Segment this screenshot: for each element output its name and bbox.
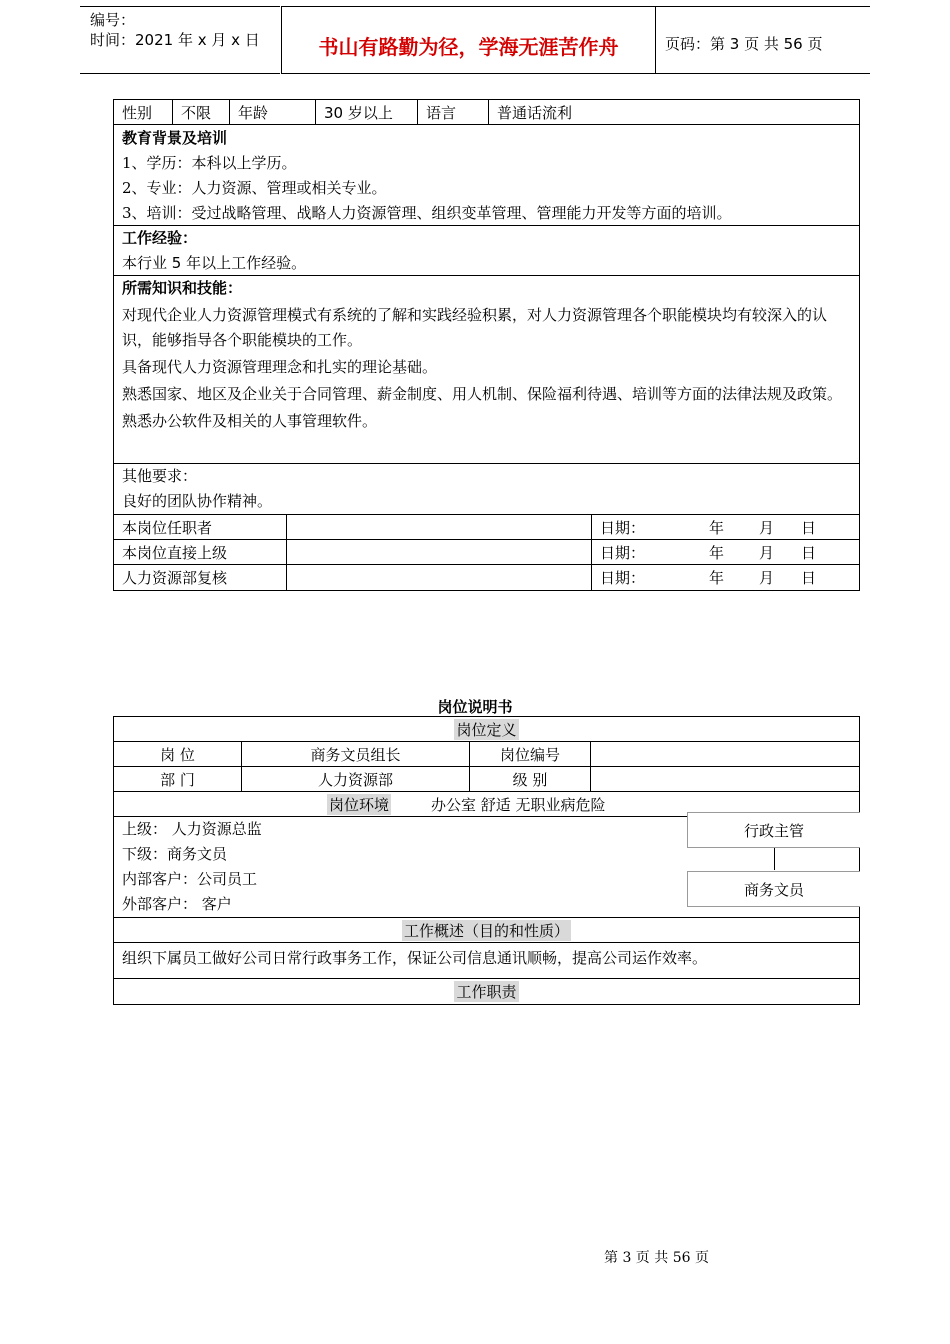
- environment-value: 办公室 舒适 无职业病危险: [431, 795, 606, 814]
- post-code-value: [590, 742, 860, 766]
- requirements-table: [113, 99, 860, 591]
- footer-page-number: 第 3 页 共 56 页: [604, 1250, 709, 1266]
- language-label: 语言: [417, 100, 488, 124]
- education-item: 2、专业：人力资源、管理或相关专业。: [122, 179, 387, 197]
- external-customer-text: 外部客户： 客户: [122, 895, 232, 913]
- environment-label: 岗位环境: [329, 795, 390, 814]
- org-chart-connector: [774, 848, 775, 870]
- sign-date: 日期： 年 月 日: [591, 565, 860, 590]
- header-page-box: [655, 6, 870, 74]
- experience-title: 工作经验：: [122, 229, 198, 247]
- summary-heading: 工作概述（目的和性质）: [403, 921, 569, 940]
- summary-heading-row: [114, 918, 859, 943]
- skills-title: 所需知识和技能：: [122, 279, 243, 297]
- sign-label: 本岗位任职者: [122, 518, 213, 537]
- level-value: [590, 767, 860, 791]
- summary-text-row: [114, 943, 859, 979]
- definition-heading: 岗位定义: [456, 720, 517, 739]
- doc-number-label: 编号：: [90, 11, 136, 29]
- header-page-code: 页码：第 3 页 共 56 页: [665, 35, 823, 53]
- header-motto: 书山有路勤为径，学海无涯苦作舟: [318, 35, 619, 59]
- age-label: 年龄: [229, 100, 315, 124]
- subordinate-text: 下级：商务文员: [122, 845, 228, 863]
- job-description-title: 岗位说明书: [437, 698, 513, 716]
- gender-value: 不限: [172, 100, 229, 124]
- gender-label: 性别: [122, 103, 153, 122]
- level-label: 级 别: [469, 767, 590, 791]
- duties-heading: 工作职责: [456, 983, 517, 1001]
- post-label: 岗 位: [160, 745, 195, 764]
- sign-value: [286, 515, 591, 539]
- org-chart-supervisor: 行政主管: [687, 812, 860, 848]
- sign-row: [114, 540, 859, 565]
- header-meta: [80, 6, 280, 74]
- sign-value: [286, 540, 591, 564]
- dept-value: 人力资源部: [241, 767, 469, 791]
- sign-label: 本岗位直接上级: [122, 543, 228, 562]
- job-description-table: [113, 716, 860, 1005]
- summary-text: 组织下属员工做好公司日常行政事务工作，保证公司信息通讯顺畅，提高公司运作效率。: [122, 949, 708, 967]
- skills-item: 对现代企业人力资源管理模式有系统的了解和实践经验积累，对人力资源管理各个职能模块均有较深入的认识，能够指导各个职能模块的工作。: [122, 306, 828, 349]
- doc-time-label: 时间：2021 年 x 月 x 日: [90, 31, 260, 49]
- education-item: 3、培训：受过战略管理、战略人力资源管理、组织变革管理、管理能力开发等方面的培训。: [122, 204, 732, 222]
- sign-row: [114, 565, 859, 590]
- basic-info-row: [114, 100, 859, 125]
- skills-item: 熟悉办公软件及相关的人事管理软件。: [122, 412, 378, 430]
- other-title: 其他要求：: [122, 467, 198, 485]
- superior-text: 上级： 人力资源总监: [122, 820, 262, 838]
- dept-label: 部 门: [160, 770, 195, 789]
- age-value: 30 岁以上: [315, 100, 417, 124]
- header-motto-box: [281, 6, 656, 74]
- education-section: [114, 125, 859, 226]
- other-text: 良好的团队协作精神。: [122, 492, 273, 510]
- experience-text: 本行业 5 年以上工作经验。: [122, 254, 307, 272]
- sign-value: [286, 565, 591, 590]
- sign-row: [114, 515, 859, 540]
- other-section: [114, 464, 859, 515]
- skills-item: 具备现代人力资源管理理念和扎实的理论基础。: [122, 358, 438, 376]
- language-value: 普通话流利: [488, 100, 860, 124]
- post-code-label: 岗位编号: [469, 742, 590, 766]
- skills-section: [114, 276, 859, 464]
- post-value: 商务文员组长: [241, 742, 469, 766]
- skills-item: 熟悉国家、地区及企业关于合同管理、薪金制度、用人机制、保险福利待遇、培训等方面的法律法规及政策。: [122, 385, 843, 403]
- internal-customer-text: 内部客户：公司员工: [122, 870, 258, 888]
- duties-heading-row: [114, 979, 859, 1004]
- experience-section: [114, 226, 859, 276]
- sign-date: 日期： 年 月 日: [591, 515, 860, 539]
- sign-label: 人力资源部复核: [122, 569, 228, 587]
- education-item: 1、学历：本科以上学历。: [122, 154, 297, 172]
- dept-row: [114, 767, 859, 792]
- post-row: [114, 742, 859, 767]
- definition-row: [114, 717, 859, 742]
- sign-date: 日期： 年 月 日: [591, 540, 860, 564]
- org-chart-clerk: 商务文员: [687, 871, 860, 907]
- education-title: 教育背景及培训: [122, 129, 228, 147]
